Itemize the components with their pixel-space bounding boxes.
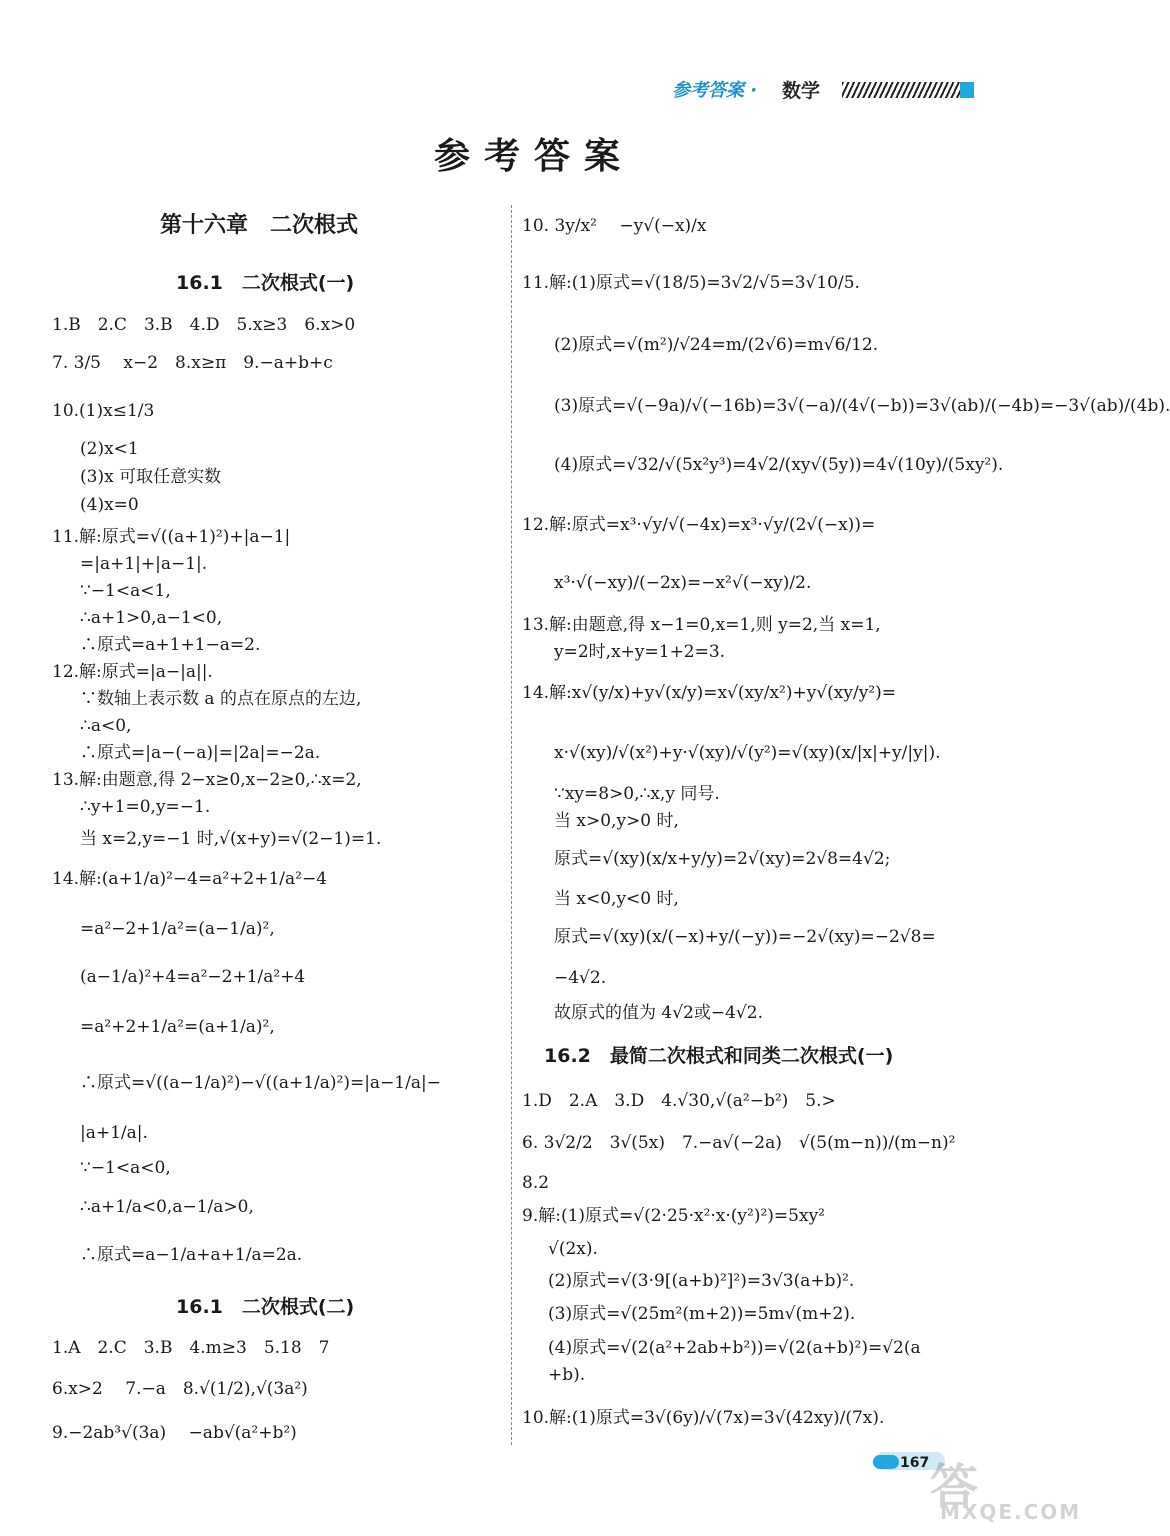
page-title: 参考答案 bbox=[433, 136, 634, 177]
section-heading: 16.2 最简二次根式和同类二次根式(一) bbox=[544, 1045, 894, 1067]
answer-line: (3)x 可取任意实数 bbox=[80, 467, 222, 487]
answer-line: y=2时,x+y=1+2=3. bbox=[554, 642, 726, 662]
answer-line: 9.−2ab³√(3a) −ab√(a²+b²) bbox=[52, 1423, 297, 1443]
answer-line: ∴a+1/a<0,a−1/a>0, bbox=[80, 1197, 254, 1217]
answer-line: 原式=√(xy)(x/(−x)+y/(−y))=−2√(xy)=−2√8= bbox=[554, 927, 936, 947]
answer-line: 14.解:(a+1/a)²−4=a²+2+1/a²−4 bbox=[52, 869, 328, 889]
header-stripes bbox=[842, 82, 960, 98]
header-subject: 数学 bbox=[782, 80, 821, 102]
answer-line: +b). bbox=[548, 1365, 586, 1385]
header-label: 参考答案 · bbox=[672, 80, 758, 101]
answer-line: √(2x). bbox=[548, 1239, 598, 1259]
answer-line: ∴y+1=0,y=−1. bbox=[80, 797, 211, 817]
answer-line: (3)原式=√(−9a)/√(−16b)=3√(−a)/(4√(−b))=3√(ab)/(−4b)=−3√(ab)/(4b). bbox=[554, 396, 1170, 416]
watermark bbox=[930, 1448, 1082, 1528]
answer-line: 11.解:(1)原式=√(18/5)=3√2/√5=3√10/5. bbox=[522, 273, 860, 293]
answer-line: (2)原式=√(3·9[(a+b)²]²)=3√3(a+b)². bbox=[548, 1271, 855, 1291]
answer-line: ∴a+1>0,a−1<0, bbox=[80, 608, 223, 628]
answer-line: |a+1/a|. bbox=[80, 1123, 148, 1143]
page-header bbox=[0, 74, 1068, 104]
answer-line: ∵xy=8>0,∴x,y 同号. bbox=[554, 784, 720, 804]
answer-line: (2)原式=√(m²)/√24=m/(2√6)=m√6/12. bbox=[554, 335, 879, 355]
answer-line: 故原式的值为 4√2或−4√2. bbox=[554, 1003, 763, 1023]
header-block bbox=[960, 82, 974, 98]
answer-line: 1.D 2.A 3.D 4.√30,√(a²−b²) 5.> bbox=[522, 1091, 836, 1111]
answer-line: 12.解:原式=x³·√y/√(−4x)=x³·√y/(2√(−x))= bbox=[522, 515, 876, 535]
section-heading: 16.1 二次根式(二) bbox=[176, 1296, 355, 1318]
answer-line: 10.(1)x≤1/3 bbox=[52, 401, 155, 421]
answer-line: 13.解:由题意,得 x−1=0,x=1,则 y=2,当 x=1, bbox=[522, 615, 881, 635]
answer-line: x·√(xy)/√(x²)+y·√(xy)/√(y²)=√(xy)(x/|x|+y/|y|). bbox=[554, 743, 941, 763]
answer-line: ∴原式=a−1/a+a+1/a=2a. bbox=[80, 1245, 303, 1265]
answer-line: (4)原式=√(2(a²+2ab+b²))=√(2(a+b)²)=√2(a bbox=[548, 1338, 921, 1358]
answer-line: 1.A 2.C 3.B 4.m≥3 5.18 7 bbox=[52, 1338, 330, 1358]
answer-line: 9.解:(1)原式=√(2·25·x²·x·(y²)²)=5xy² bbox=[522, 1206, 825, 1226]
answer-line: (4)x=0 bbox=[80, 495, 139, 515]
answer-line: (3)原式=√(25m²(m+2))=5m√(m+2). bbox=[548, 1304, 856, 1324]
answer-line: 14.解:x√(y/x)+y√(x/y)=x√(xy/x²)+y√(xy/y²)= bbox=[522, 683, 897, 703]
answer-line: ∵数轴上表示数 a 的点在原点的左边, bbox=[80, 689, 362, 709]
answer-line: 13.解:由题意,得 2−x≥0,x−2≥0,∴x=2, bbox=[52, 770, 362, 790]
answer-line: =a²−2+1/a²=(a−1/a)², bbox=[80, 919, 275, 939]
answer-line: 11.解:原式=√((a+1)²)+|a−1| bbox=[52, 527, 291, 547]
answer-line: −4√2. bbox=[554, 968, 607, 988]
answer-line: =|a+1|+|a−1|. bbox=[80, 554, 208, 574]
answer-line: 6. 3√2/2 3√(5x) 7.−a√(−2a) √(5(m−n))/(m−n)² bbox=[522, 1133, 956, 1153]
column-divider bbox=[511, 205, 512, 1445]
answer-line: 8.2 bbox=[522, 1173, 550, 1193]
answer-line: 10. 3y/x² −y√(−x)/x bbox=[522, 216, 707, 236]
answer-line: 12.解:原式=|a−|a||. bbox=[52, 662, 213, 682]
answer-line: 1.B 2.C 3.B 4.D 5.x≥3 6.x>0 bbox=[52, 315, 356, 335]
page-number: 167 bbox=[900, 1455, 930, 1471]
answer-line: (2)x<1 bbox=[80, 439, 139, 459]
answer-line: 7. 3/5 x−2 8.x≥π 9.−a+b+c bbox=[52, 353, 333, 373]
answer-line: 当 x<0,y<0 时, bbox=[554, 889, 679, 909]
answer-line: 当 x=2,y=−1 时,√(x+y)=√(2−1)=1. bbox=[80, 829, 382, 849]
answer-line: ∴原式=√((a−1/a)²)−√((a+1/a)²)=|a−1/a|− bbox=[80, 1073, 441, 1093]
answer-line: 10.解:(1)原式=3√(6y)/√(7x)=3√(42xy)/(7x). bbox=[522, 1408, 885, 1428]
section-heading: 16.1 二次根式(一) bbox=[176, 272, 355, 294]
answer-line: ∴原式=a+1+1−a=2. bbox=[80, 635, 261, 655]
answer-line: x³·√(−xy)/(−2x)=−x²√(−xy)/2. bbox=[554, 573, 812, 593]
answer-line: 6.x>2 7.−a 8.√(1/2),√(3a²) bbox=[52, 1379, 308, 1399]
watermark-logo-icon: 答 bbox=[930, 1459, 979, 1515]
answer-line: =a²+2+1/a²=(a+1/a)², bbox=[80, 1017, 275, 1037]
answer-line: ∴原式=|a−(−a)|=|2a|=−2a. bbox=[80, 743, 321, 763]
chapter-heading: 第十六章 二次根式 bbox=[160, 213, 359, 238]
answer-line: 当 x>0,y>0 时, bbox=[554, 811, 679, 831]
answer-line: ∵−1<a<1, bbox=[80, 581, 171, 601]
answer-line: ∴a<0, bbox=[80, 716, 132, 736]
answer-line: ∵−1<a<0, bbox=[80, 1158, 171, 1178]
answer-line: 原式=√(xy)(x/x+y/y)=2√(xy)=2√8=4√2; bbox=[554, 849, 891, 869]
answer-line: (4)原式=√32/√(5x²y³)=4√2/(xy√(5y))=4√(10y)/(5xy²). bbox=[554, 455, 1004, 475]
answer-line: (a−1/a)²+4=a²−2+1/a²+4 bbox=[80, 967, 306, 987]
page-number-dot bbox=[873, 1455, 899, 1469]
watermark-text: MXQE.COM bbox=[940, 1500, 1082, 1524]
